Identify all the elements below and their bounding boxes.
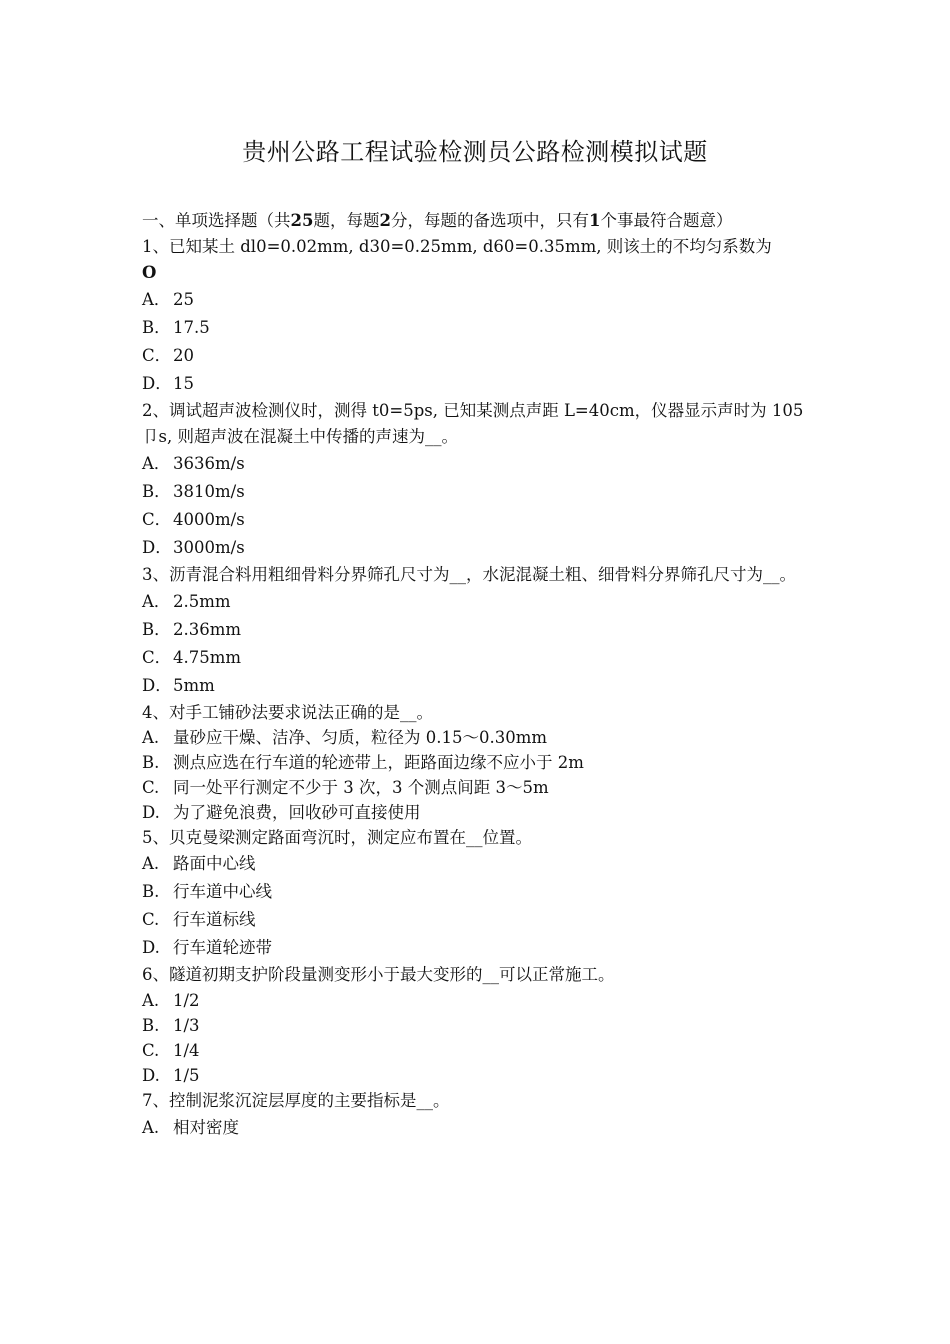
option-c [142, 775, 812, 800]
option-letter: A． [142, 454, 171, 473]
option-d [142, 934, 812, 962]
option-letter: C. [142, 910, 160, 929]
option-text: 1/3 [173, 1016, 200, 1035]
section-text: 个事最符合题意） [600, 211, 733, 230]
option-letter: D. [142, 803, 160, 822]
option-letter: C． [142, 346, 172, 365]
option-text: 1/5 [173, 1066, 200, 1085]
option-c [142, 506, 812, 534]
option-a [142, 850, 812, 878]
option-letter: A. [142, 991, 160, 1010]
option-text: 测点应选在行车道的轮迹带上，距路面边缘不应小于 2m [173, 753, 584, 772]
option-d [142, 672, 812, 700]
section-heading [142, 208, 812, 234]
option-text: 量砂应干燥、洁净、匀质，粒径为 0.15〜0.30mm [173, 728, 548, 747]
option-d [142, 534, 812, 562]
option-letter: B. [142, 882, 160, 901]
option-c [142, 1038, 812, 1063]
option-a [142, 588, 812, 616]
option-letter: A． [142, 290, 171, 309]
option-letter: A． [142, 592, 171, 611]
option-text: 3636m/s [173, 454, 245, 473]
option-letter: B． [142, 318, 171, 337]
option-b [142, 750, 812, 775]
option-a [142, 1114, 812, 1142]
option-text: 行车道中心线 [173, 882, 272, 901]
option-letter: D． [142, 374, 172, 393]
option-letter: D. [142, 1066, 160, 1085]
option-text: 行车道轮迹带 [173, 938, 272, 957]
option-text: 15 [173, 374, 194, 393]
option-letter: B. [142, 753, 160, 772]
option-letter: A. [142, 854, 160, 873]
section-text: 分，每题的备选项中，只有 [390, 211, 589, 230]
option-d [142, 370, 812, 398]
option-letter: C． [142, 510, 172, 529]
option-text: 路面中心线 [173, 854, 256, 873]
option-a [142, 450, 812, 478]
option-text: 2.36mm [173, 620, 242, 639]
option-letter: C. [142, 1041, 160, 1060]
answer-count: 1 [588, 211, 601, 230]
option-text: 4000m/s [173, 510, 245, 529]
option-a [142, 988, 812, 1013]
option-letter: D. [142, 938, 160, 957]
option-letter: A. [142, 1118, 160, 1137]
question-stem: 6、隧道初期支护阶段量测变形小于最大变形的__可以正常施工。 [142, 965, 615, 984]
option-b [142, 878, 812, 906]
option-b [142, 616, 812, 644]
option-text: 17.5 [173, 318, 210, 337]
option-c [142, 342, 812, 370]
question-stem: 7、控制泥浆沉淀层厚度的主要指标是__。 [142, 1091, 450, 1110]
question-stem-continuation: O [142, 263, 157, 282]
document-title: 贵州公路工程试验检测员公路检测模拟试题 [242, 138, 708, 166]
option-text: 5mm [173, 676, 215, 695]
option-text: 20 [173, 346, 194, 365]
option-letter: B. [142, 1016, 160, 1035]
option-d [142, 800, 812, 825]
question-stem: 3、沥青混合料用粗细骨料分界筛孔尺寸为__，水泥混凝土粗、细骨料分界筛孔尺寸为__。 [142, 565, 796, 584]
option-text: 2.5mm [173, 592, 231, 611]
option-text: 1/4 [173, 1041, 200, 1060]
option-a [142, 725, 812, 750]
option-b [142, 314, 812, 342]
option-text: 行车道标线 [173, 910, 256, 929]
option-text: 3810m/s [173, 482, 245, 501]
question-count: 25 [290, 211, 314, 230]
option-letter: C． [142, 648, 172, 667]
question-score: 2 [379, 211, 391, 230]
option-text: 25 [173, 290, 194, 309]
option-b [142, 478, 812, 506]
question-stem: 1、已知某土 dl0=0.02mm, d30=0.25mm, d60=0.35mm, 则该土的不均匀系数为 [142, 237, 772, 256]
option-text: 为了避免浪费，回收砂可直接使用 [173, 803, 421, 822]
option-text: 同一处平行测定不少于 3 次，3 个测点间距 3〜5m [173, 778, 549, 797]
option-text: 4.75mm [173, 648, 242, 667]
option-c [142, 906, 812, 934]
section-text: 题，每题 [313, 211, 380, 230]
option-letter: C. [142, 778, 160, 797]
option-b [142, 1013, 812, 1038]
question-stem: 4、对手工铺砂法要求说法正确的是__。 [142, 703, 433, 722]
option-letter: D． [142, 676, 172, 695]
option-text: 3000m/s [173, 538, 245, 557]
option-letter: D． [142, 538, 172, 557]
question-stem: 5、贝克曼梁测定路面弯沉时，测定应布置在__位置。 [142, 828, 532, 847]
option-letter: A. [142, 728, 160, 747]
option-text: 1/2 [173, 991, 200, 1010]
question-stem: 2、调试超声波检测仪时，测得 t0=5ps, 已知某测点声距 L=40cm，仪器显示声时为 105 卩s, 则超声波在混凝土中传播的声速为__。 [142, 401, 804, 446]
option-letter: B． [142, 620, 171, 639]
option-text: 相对密度 [173, 1118, 239, 1137]
section-text: 一、单项选择题（共 [142, 211, 291, 230]
document-body [142, 208, 812, 1142]
option-letter: B． [142, 482, 171, 501]
option-c [142, 644, 812, 672]
option-d [142, 1063, 812, 1088]
option-a [142, 286, 812, 314]
